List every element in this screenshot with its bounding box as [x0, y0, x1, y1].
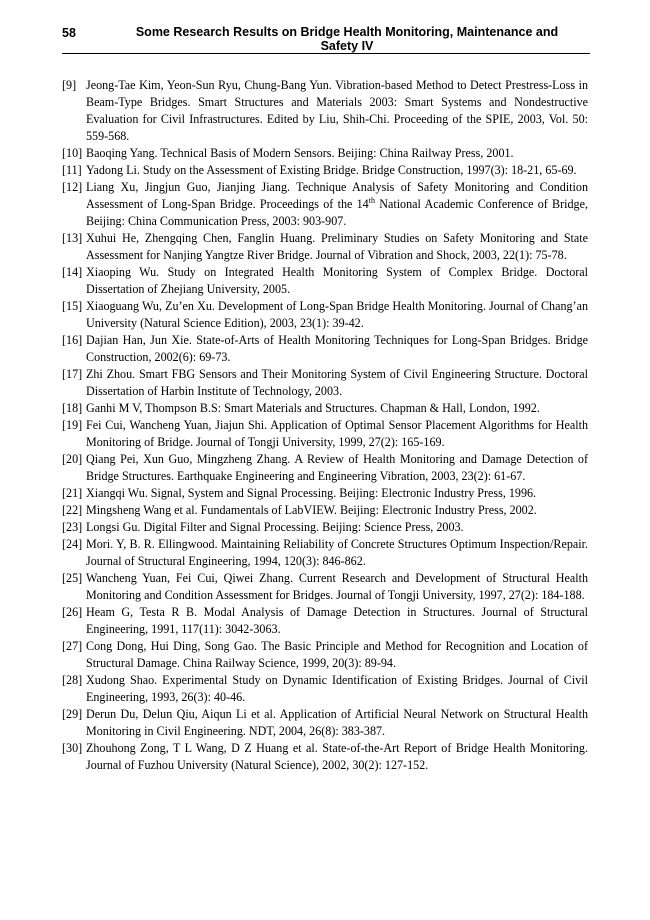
- reference-number: [18]: [62, 401, 83, 415]
- reference-number: [19]: [62, 418, 83, 432]
- reference-number: [15]: [62, 299, 83, 313]
- reference-text: Jeong-Tae Kim, Yeon-Sun Ryu, Chung-Bang Yun. Vibration-based Method to Detect Prestress-Loss in Beam-Type Bridges. Smart Structures and Materials 2003: Smart Systems and Nondestructive Evaluation for Civil Infrastructures. Edited by Liu, Shih-Chi. Proceeding of the SPIE, 2003, Vol. 50: 559-568.: [86, 78, 588, 143]
- reference-number: [12]: [62, 180, 83, 194]
- reference-text: Xiaoping Wu. Study on Integrated Health Monitoring System of Complex Bridge. Doctoral Dissertation of Zhejiang University, 2005.: [86, 265, 588, 296]
- reference-text: Fei Cui, Wancheng Yuan, Jiajun Shi. Application of Optimal Sensor Placement Algorithms for Health Monitoring of Bridge. Journal of Tongji University, 1999, 27(2): 165-169.: [86, 418, 588, 449]
- reference-text: Yadong Li. Study on the Assessment of Existing Bridge. Bridge Construction, 1997(3): 18-21, 65-69.: [86, 163, 577, 177]
- reference-item: [62, 604, 588, 638]
- reference-item: [62, 740, 588, 774]
- reference-number: [30]: [62, 741, 83, 755]
- reference-number: [21]: [62, 486, 83, 500]
- reference-text: Mingsheng Wang et al. Fundamentals of LabVIEW. Beijing: Electronic Industry Press, 2002.: [86, 503, 537, 517]
- reference-text: Zhi Zhou. Smart FBG Sensors and Their Monitoring System of Civil Engineering Structure. Doctoral Dissertation of Harbin Institute of Technology, 2003.: [86, 367, 588, 398]
- reference-text: Cong Dong, Hui Ding, Song Gao. The Basic Principle and Method for Recognition and Location of Structural Damage. China Railway Science, 1999, 20(3): 89-94.: [86, 639, 588, 670]
- reference-number: [27]: [62, 639, 83, 653]
- page-number: 58: [62, 26, 76, 40]
- reference-number: [24]: [62, 537, 83, 551]
- reference-number: [25]: [62, 571, 83, 585]
- reference-item: [62, 298, 588, 332]
- reference-number: [9]: [62, 78, 77, 92]
- reference-item: [62, 400, 588, 417]
- reference-text: Zhouhong Zong, T L Wang, D Z Huang et al. State-of-the-Art Report of Bridge Health Monitoring. Journal of Fuzhou University (Natural Science), 2002, 30(2): 127-152.: [86, 741, 588, 772]
- reference-text: Liang Xu, Jingjun Guo, Jianjing Jiang. Technique Analysis of Safety Monitoring and Condition Assessment of Long-Span Bridge. Proceedings of the 14: [86, 180, 588, 211]
- reference-item: [62, 264, 588, 298]
- reference-item: [62, 519, 588, 536]
- reference-text: Dajian Han, Jun Xie. State-of-Arts of Health Monitoring Techniques for Long-Span Bridges. Bridge Construction, 2002(6): 69-73.: [86, 333, 588, 364]
- reference-text: Ganhi M V, Thompson B.S: Smart Materials and Structures. Chapman & Hall, London, 1992.: [86, 401, 540, 415]
- reference-item: [62, 706, 588, 740]
- reference-text: Mori. Y, B. R. Ellingwood. Maintaining Reliability of Concrete Structures Optimum Inspection/Repair. Journal of Structural Engineering, 1994, 120(3): 846-862.: [86, 537, 588, 568]
- reference-text: Derun Du, Delun Qiu, Aiqun Li et al. Application of Artificial Neural Network on Structural Health Monitoring in Civil Engineering. NDT, 2004, 26(8): 383-387.: [86, 707, 588, 738]
- reference-number: [10]: [62, 146, 83, 160]
- reference-list: [62, 77, 588, 774]
- reference-number: [20]: [62, 452, 83, 466]
- reference-number: [13]: [62, 231, 83, 245]
- reference-text: Longsi Gu. Digital Filter and Signal Processing. Beijing: Science Press, 2003.: [86, 520, 464, 534]
- reference-item: [62, 417, 588, 451]
- reference-item: [62, 451, 588, 485]
- running-title: Some Research Results on Bridge Health Monitoring, Maintenance and Safety IV: [135, 25, 559, 53]
- reference-item: [62, 570, 588, 604]
- reference-item: [62, 672, 588, 706]
- reference-number: [29]: [62, 707, 83, 721]
- reference-item: [62, 230, 588, 264]
- reference-item: [62, 502, 588, 519]
- reference-text: Qiang Pei, Xun Guo, Mingzheng Zhang. A Review of Health Monitoring and Damage Detection of Bridge Structures. Earthquake Engineering and Engineering Vibration, 2003, 23(2): 61-67.: [86, 452, 588, 483]
- reference-item: [62, 332, 588, 366]
- reference-number: [14]: [62, 265, 83, 279]
- reference-text-continued: National Academic Conference of Bridge, Beijing: China Communication Press, 2003: 903-907.: [86, 197, 588, 228]
- page-header: [62, 24, 590, 54]
- reference-item: [62, 366, 588, 400]
- reference-number: [23]: [62, 520, 83, 534]
- reference-text: Baoqing Yang. Technical Basis of Modern Sensors. Beijing: China Railway Press, 2001.: [86, 146, 514, 160]
- reference-number: [17]: [62, 367, 83, 381]
- reference-text: Xudong Shao. Experimental Study on Dynamic Identification of Existing Bridges. Journal of Civil Engineering, 1993, 26(3): 40-46.: [86, 673, 588, 704]
- reference-number: [28]: [62, 673, 83, 687]
- reference-text: Wancheng Yuan, Fei Cui, Qiwei Zhang. Current Research and Development of Structural Health Monitoring and Condition Assessment for Bridges. Journal of Tongji University, 1997, 27(2): 184-188.: [86, 571, 588, 602]
- reference-text: Xuhui He, Zhengqing Chen, Fanglin Huang. Preliminary Studies on Safety Monitoring and State Assessment for Nanjing Yangtze River Bridge. Journal of Vibration and Shock, 2003, 22(1): 75-78.: [86, 231, 588, 262]
- reference-item: [62, 162, 588, 179]
- reference-superscript: th: [368, 196, 375, 205]
- reference-text: Xiaoguang Wu, Zu’en Xu. Development of Long-Span Bridge Health Monitoring. Journal of Chang’an University (Natural Science Edition), 2003, 23(1): 39-42.: [86, 299, 588, 330]
- reference-number: [22]: [62, 503, 83, 517]
- reference-number: [11]: [62, 163, 82, 177]
- reference-item: [62, 179, 588, 230]
- reference-item: [62, 145, 588, 162]
- reference-item: [62, 485, 588, 502]
- reference-text: Heam G, Testa R B. Modal Analysis of Damage Detection in Structures. Journal of Structural Engineering, 1991, 117(11): 3042-3063.: [86, 605, 588, 636]
- reference-item: [62, 77, 588, 145]
- reference-item: [62, 536, 588, 570]
- reference-item: [62, 638, 588, 672]
- reference-number: [26]: [62, 605, 83, 619]
- reference-text: Xiangqi Wu. Signal, System and Signal Processing. Beijing: Electronic Industry Press, 1996.: [86, 486, 537, 500]
- reference-number: [16]: [62, 333, 83, 347]
